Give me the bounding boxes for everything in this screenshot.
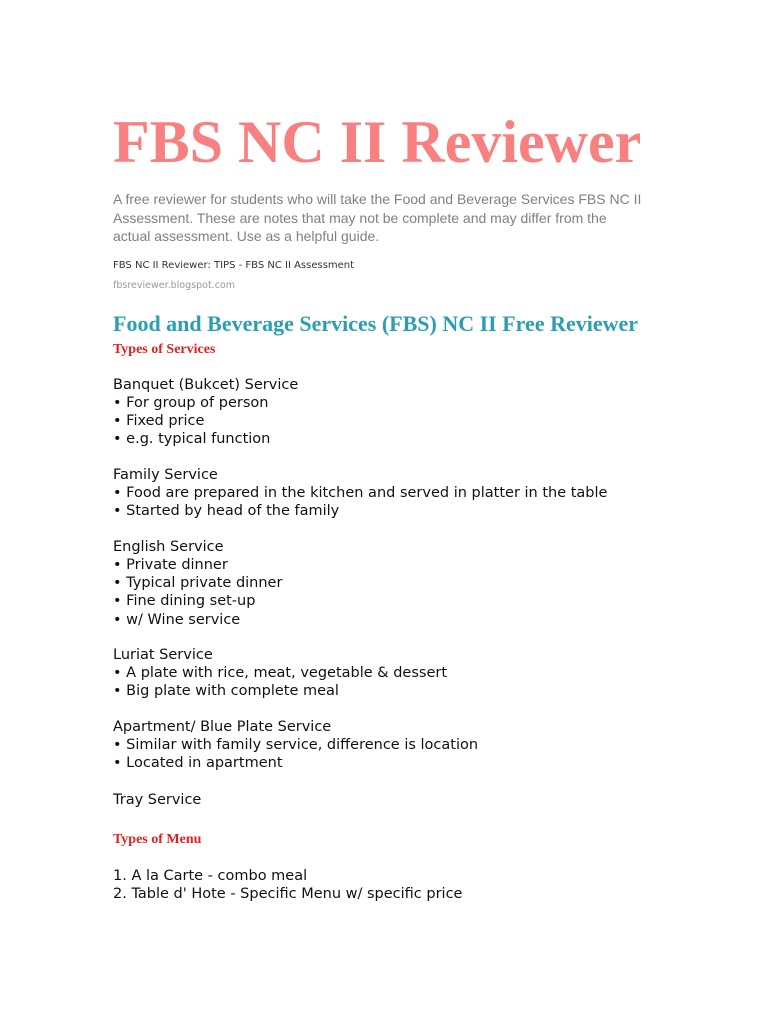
blog-description: A free reviewer for students who will take the Food and Beverage Services FBS NC II Assessment. These are notes that may not be complete and may differ from the actual assessment. Use as a helpful guide.	[113, 191, 642, 244]
service-heading: Apartment/ Blue Plate Service	[113, 719, 332, 735]
post-link[interactable]: FBS NC II Reviewer: TIPS - FBS NC II Assessment	[113, 260, 355, 271]
list-item: • Fine dining set-up	[113, 593, 256, 610]
menu-list	[113, 867, 673, 903]
list-item: • Located in apartment	[113, 755, 283, 772]
service-heading: English Service	[113, 539, 224, 555]
post-title: Food and Beverage Services (FBS) NC II Free Reviewer	[113, 311, 639, 336]
list-item: • w/ Wine service	[113, 611, 241, 628]
list-item: • Food are prepared in the kitchen and served in platter in the table	[113, 485, 608, 501]
service-section-family	[113, 466, 673, 520]
service-section-tray	[113, 791, 673, 809]
source-url: fbsreviewer.blogspot.com	[113, 280, 235, 291]
list-item: • For group of person	[113, 395, 269, 411]
list-item: • Fixed price	[113, 413, 205, 430]
service-section-english	[113, 538, 673, 629]
service-section-luriat	[113, 646, 673, 700]
list-item: • e.g. typical function	[113, 431, 271, 448]
list-item: • Similar with family service, difference is location	[113, 737, 479, 753]
service-section-banquet	[113, 376, 673, 449]
service-heading: Family Service	[113, 467, 218, 483]
list-item: 1. A la Carte - combo meal	[113, 868, 308, 884]
service-heading: Banquet (Bukcet) Service	[113, 377, 299, 393]
service-heading: Tray Service	[113, 792, 202, 808]
list-item: • Big plate with complete meal	[113, 683, 339, 700]
list-item: • Typical private dinner	[113, 575, 283, 592]
list-item: 2. Table d' Hote - Specific Menu w/ specific price	[113, 886, 463, 903]
list-item: • Started by head of the family	[113, 503, 340, 520]
service-heading: Luriat Service	[113, 647, 213, 663]
blog-title[interactable]: FBS NC II Reviewer	[113, 109, 642, 175]
list-item: • A plate with rice, meat, vegetable & dessert	[113, 665, 448, 681]
types-of-services-heading: Types of Services	[113, 342, 216, 357]
types-of-menu-heading: Types of Menu	[113, 832, 202, 847]
list-item: • Private dinner	[113, 557, 228, 573]
service-section-apartment	[113, 718, 673, 772]
